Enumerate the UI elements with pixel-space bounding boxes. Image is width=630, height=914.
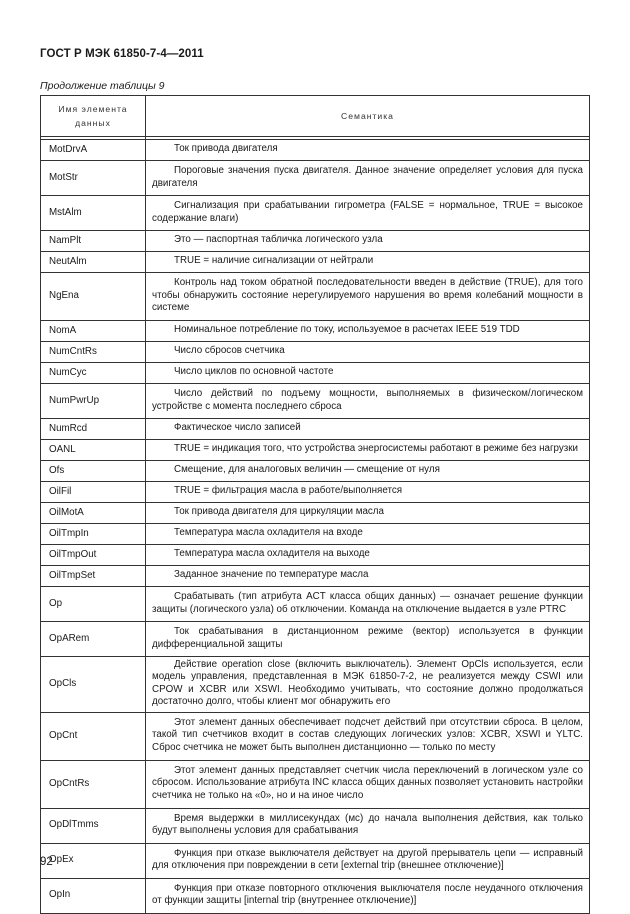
element-name: Ofs xyxy=(41,461,146,482)
element-name: OilTmpOut xyxy=(41,545,146,566)
table-row xyxy=(41,566,590,587)
table-row xyxy=(41,843,590,878)
element-semantics: Контроль над током обратной последовательности введен в действие (TRUE), для того чтобы обнаружить состояние нерегулируемого нарушения во время колебаний мощности в системе xyxy=(146,273,590,321)
table-row xyxy=(41,140,590,161)
element-name: NeutAlm xyxy=(41,252,146,273)
table-row xyxy=(41,461,590,482)
element-semantics: Ток срабатывания в дистанционном режиме (вектор) используется в функции дифференциальной защиты xyxy=(146,622,590,657)
element-name: OpCls xyxy=(41,657,146,713)
element-semantics: Температура масла охладителя на входе xyxy=(146,524,590,545)
element-semantics: Сигнализация при срабатывании гигрометра (FALSE = нормальное, TRUE = высокое содержание влаги) xyxy=(146,196,590,231)
element-semantics: Число сбросов счетчика xyxy=(146,342,590,363)
table-row xyxy=(41,384,590,419)
element-name: NumCntRs xyxy=(41,342,146,363)
table-row xyxy=(41,712,590,760)
table-row xyxy=(41,363,590,384)
table-row xyxy=(41,808,590,843)
table-row xyxy=(41,657,590,713)
element-name: NumPwrUp xyxy=(41,384,146,419)
element-name: OpIn xyxy=(41,878,146,913)
table-row xyxy=(41,760,590,808)
table-caption: Продолжение таблицы 9 xyxy=(40,80,165,92)
element-semantics: TRUE = индикация того, что устройства энергосистемы работают в режиме без нагрузки xyxy=(146,440,590,461)
table-row xyxy=(41,252,590,273)
table-row xyxy=(41,482,590,503)
element-semantics: Число действий по подъему мощности, выполняемых в физическом/логическом устройстве с момента последнего сброса xyxy=(146,384,590,419)
element-name: NamPlt xyxy=(41,231,146,252)
table-row xyxy=(41,231,590,252)
element-semantics: Функция при отказе выключателя действует на другой прерыватель цепи — исправный для отключения при повреждении в сети [external trip (внешнее отключение)] xyxy=(146,843,590,878)
table-row xyxy=(41,622,590,657)
element-name: OANL xyxy=(41,440,146,461)
column-header-semantics: Семантика xyxy=(146,96,590,137)
element-semantics: Этот элемент данных обеспечивает подсчет действий при отсутствии сброса. В целом, такой тип счетчиков входит в состав следующих логических узлов: XCBR, XSWI и YLTC. Сброс счетчика не может быть выполнен дистанционно — только по месту xyxy=(146,712,590,760)
element-name: OilTmpSet xyxy=(41,566,146,587)
element-semantics: Функция при отказе повторного отключения выключателя после неудачного отключения от функции защиты [internal trip (внутреннее отключение)] xyxy=(146,878,590,913)
semantics-table xyxy=(40,95,590,914)
element-name: NumRcd xyxy=(41,419,146,440)
element-name: OilTmpIn xyxy=(41,524,146,545)
element-name: OpDlTmms xyxy=(41,808,146,843)
element-semantics: Это — паспортная табличка логического узла xyxy=(146,231,590,252)
element-semantics: TRUE = наличие сигнализации от нейтрали xyxy=(146,252,590,273)
element-name: OpCntRs xyxy=(41,760,146,808)
element-semantics: Заданное значение по температуре масла xyxy=(146,566,590,587)
table-row xyxy=(41,545,590,566)
element-name: MotStr xyxy=(41,161,146,196)
element-name: OilFil xyxy=(41,482,146,503)
element-name: NumCyc xyxy=(41,363,146,384)
table-row xyxy=(41,161,590,196)
element-semantics: Пороговые значения пуска двигателя. Данное значение определяет условия для пуска двигателя xyxy=(146,161,590,196)
table-row xyxy=(41,419,590,440)
table-row xyxy=(41,440,590,461)
element-semantics: Фактическое число записей xyxy=(146,419,590,440)
table-row xyxy=(41,342,590,363)
table-row xyxy=(41,503,590,524)
element-name: OpCnt xyxy=(41,712,146,760)
table-row xyxy=(41,273,590,321)
table-row xyxy=(41,321,590,342)
table-row xyxy=(41,587,590,622)
element-name: OpARem xyxy=(41,622,146,657)
element-semantics: Действие operation close (включить выключатель). Элемент OpCls используется, если модель управления, представленная в МЭК 61850-7-2, не реализуется между CSWI или CPOW и XCBR или XSWI. Необходимо учитывать, что состояние должно продолжаться достаточно долго, чтобы клиент мог обнаружить его xyxy=(146,657,590,713)
element-name: NgEna xyxy=(41,273,146,321)
element-semantics: Ток привода двигателя для циркуляции масла xyxy=(146,503,590,524)
element-name: OilMotA xyxy=(41,503,146,524)
element-name: Op xyxy=(41,587,146,622)
element-name: NomA xyxy=(41,321,146,342)
element-semantics: Смещение, для аналоговых величин — смещение от нуля xyxy=(146,461,590,482)
column-header-name: Имя элемента данных xyxy=(41,96,146,137)
element-semantics: Ток привода двигателя xyxy=(146,140,590,161)
table-row xyxy=(41,524,590,545)
document-title: ГОСТ Р МЭК 61850-7-4—2011 xyxy=(40,48,204,60)
element-semantics: Число циклов по основной частоте xyxy=(146,363,590,384)
element-semantics: Температура масла охладителя на выходе xyxy=(146,545,590,566)
table-row xyxy=(41,878,590,913)
element-name: MstAlm xyxy=(41,196,146,231)
element-name: MotDrvA xyxy=(41,140,146,161)
element-semantics: Срабатывать (тип атрибута ACT класса общих данных) — означает решение функции защиты (логического узла) об отключении. Команда на отключение выдается в узле PTRC xyxy=(146,587,590,622)
element-semantics: TRUE = фильтрация масла в работе/выполняется xyxy=(146,482,590,503)
element-semantics: Этот элемент данных представляет счетчик числа переключений в логическом узле со сбросом. Использование атрибута INC класса общих данных позволяет установить настройки счетчика не только на «0», но и на иное число xyxy=(146,760,590,808)
element-semantics: Номинальное потребление по току, используемое в расчетах IEEE 519 TDD xyxy=(146,321,590,342)
page-number: 92 xyxy=(40,856,53,868)
element-semantics: Время выдержки в миллисекундах (мс) до начала выполнения действия, как только будут выполнены условия для срабатывания xyxy=(146,808,590,843)
table-row xyxy=(41,196,590,231)
element-name: OpEx xyxy=(41,843,146,878)
